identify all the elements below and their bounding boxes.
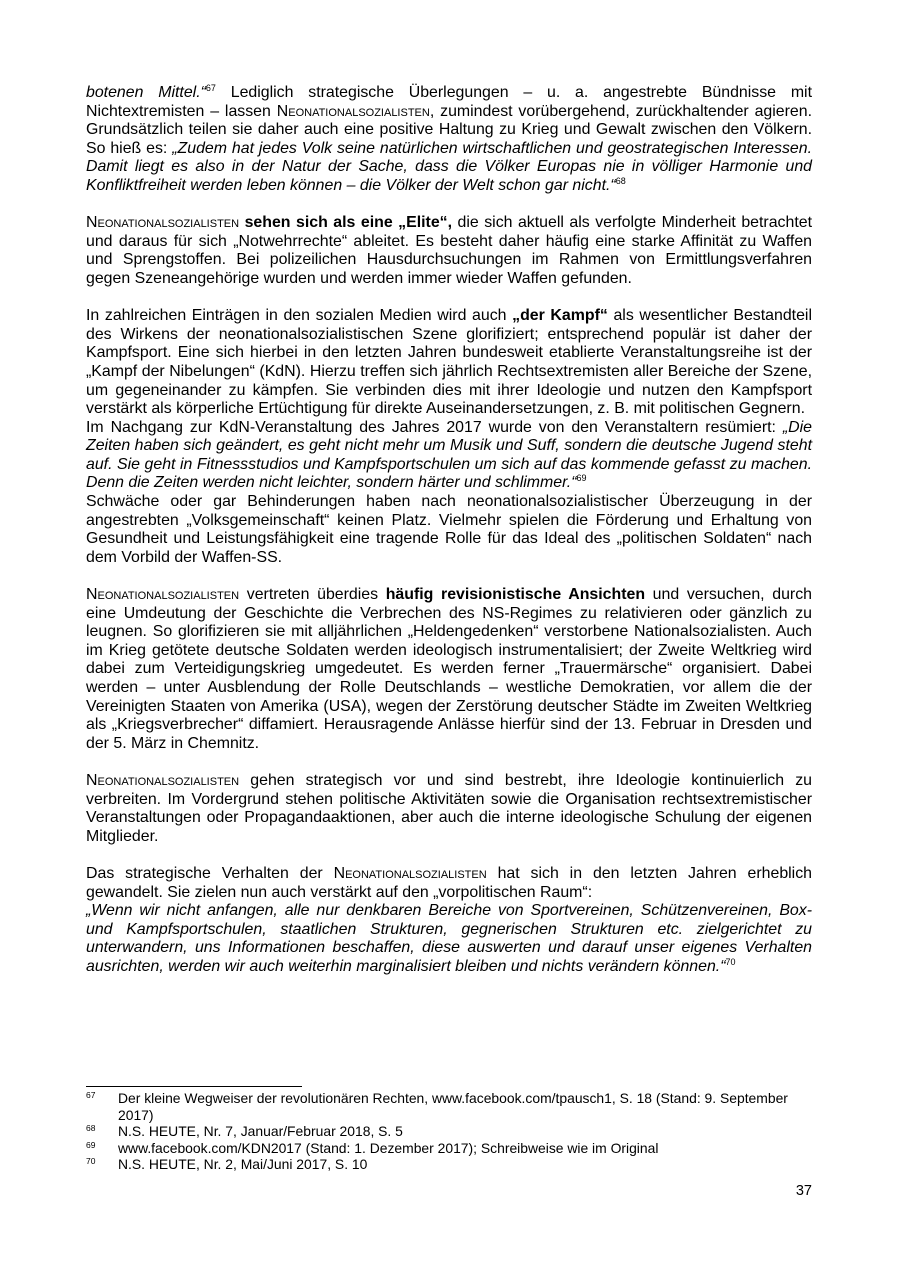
footnote-number: 70 bbox=[86, 1156, 96, 1167]
footnote-text: N.S. HEUTE, Nr. 7, Januar/Februar 2018, S. 5 bbox=[118, 1123, 403, 1140]
paragraph: Im Nachgang zur KdN-Veranstaltung des Jahres 2017 wurde von den Veranstaltern resümiert: „Die Zeiten haben sich geändert, es geht nicht mehr um Musik und Suff, sondern die deutsche Jugend steht auf. Sie geht in Fitnessstudios und Kampfsportschulen um sich auf das kommende gefasst zu machen. Denn die Zeiten werden nicht leichter, sondern härter und schlimmer.“$^{69}$ bbox=[86, 418, 812, 492]
footnote-item bbox=[86, 1156, 812, 1173]
paragraph: Neonationalsozialisten sehen sich als eine „Elite“, die sich aktuell als verfolgte Minderheit betrachtet und daraus für sich „Notwehrrechte“ ableitet. Es besteht daher häufig eine starke Affinität zu Waffen und Sprengstoffen. Bei polizeilichen Hausdurchsuchungen im Rahmen von Ermittlungsverfahren gegen Szeneangehörige wurden und werden immer wieder Waffen gefunden. bbox=[86, 214, 812, 287]
footnote-ref[interactable]: 67 bbox=[205, 83, 216, 93]
footnote-divider bbox=[86, 1086, 302, 1087]
footnote-text: www.facebook.com/KDN2017 (Stand: 1. Dezember 2017); Schreibweise wie im Original bbox=[118, 1139, 659, 1156]
footnote-number: 67 bbox=[86, 1090, 96, 1100]
paragraph: Neonationalsozialisten gehen strategisch vor und sind bestrebt, ihre Ideologie kontinuierlich zu verbreiten. Im Vordergrund stehen politische Aktivitäten sowie die Organisation rechtsextremistischer Veranstaltungen oder Propagandaaktionen, aber auch die interne ideologische Schulung der eigenen Mitglieder. bbox=[86, 771, 812, 845]
footnote-item bbox=[86, 1140, 812, 1157]
document-body bbox=[86, 84, 812, 995]
paragraph: In zahlreichen Einträgen in den sozialen Medien wird auch „der Kampf“ als wesentlicher Bestandteil des Wirkens der neonationalsozialistischen Szene glorifiziert; entsprechend populär ist daher der Kampfsport. Eine sich hierbei in den letzten Jahren bundesweit etablierte Veranstaltungsreihe ist der „Kampf der Nibelungen“ (KdN). Hierzu treffen sich jährlich Rechtsextremisten aller Bereiche der Szene, um gegeneinander zu kämpfen. Sie verbinden dies mit ihrer Ideologie und nutzen den Kampfsport verstärkt als körperliche Ertüchtigung für direkte Auseinandersetzungen, z. B. mit politischen Gegnern. bbox=[86, 307, 812, 418]
paragraph: Das strategische Verhalten der Neonationalsozialisten hat sich in den letzten Jahren erheblich gewandelt. Sie zielen nun auch verstärkt auf den „vorpolitischen Raum“: bbox=[86, 864, 812, 901]
block-quote: „Wenn wir nicht anfangen, alle nur denkbaren Bereiche von Sportvereinen, Schützenvereinen, Box- und Kampfsportschulen, staatlichen Strukturen, gegnerischen Strukturen etc. zielgerichtet zu unterwandern, uns Informationen beschaffen, diese auswerten und darauf unser eigenes Verhalten ausrichten, werden wir auch weiterhin marginalisiert bleiben und nichts verändern können.“$^{70}$ bbox=[86, 902, 812, 975]
footnote-ref[interactable]: 69 bbox=[576, 473, 587, 484]
footnote-ref[interactable]: 68 bbox=[615, 175, 626, 186]
footnote-item bbox=[86, 1090, 812, 1123]
paragraph: Schwäche oder gar Behinderungen haben nach neonationalsozialistischer Überzeugung in der angestrebten „Volksgemeinschaft“ keinen Platz. Vielmehr spielen die Förderung und Erhaltung von Gesundheit und Leistungsfähigkeit eine tragende Rolle für das Ideal des „politischen Soldaten“ nach dem Vorbild der Waffen-SS. bbox=[86, 493, 812, 566]
footnote-ref[interactable]: 70 bbox=[725, 956, 736, 967]
paragraph: Neonationalsozialisten vertreten überdies häufig revisionistische Ansichten und versuchen, durch eine Umdeutung der Geschichte die Verbrechen des NS-Regimes zu relativieren oder gänzlich zu leugnen. So glorifizieren sie mit alljährlichen „Heldengedenken“ verstorbene Nationalsozialisten. Auch im Krieg getötete deutsche Soldaten werden ideologisch instrumentalisiert; der Zweite Weltkrieg wird dabei zum Verteidigungskrieg umgedeutet. Es werden ferner „Trauermärsche“ organisiert. Dabei werden – unter Ausblendung der Rolle Deutschlands – westliche Demokratien, vor allem die der Vereinigten Staaten von Amerika (USA), wegen der Zerstörung deutscher Städte im Zweiten Weltkrieg als „Kriegsverbrecher“ diffamiert. Herausragende Anlässe hierfür sind der 13. Februar in Dresden und der 5. März in Chemnitz. bbox=[86, 586, 812, 752]
footnote-text: Der kleine Wegweiser der revolutionären Rechten, www.facebook.com/tpausch1, S. 18 (Stand: 9. September 2017) bbox=[118, 1090, 788, 1123]
footnote-item bbox=[86, 1123, 812, 1140]
footnotes bbox=[86, 1086, 812, 1173]
footnote-text: N.S. HEUTE, Nr. 2, Mai/Juni 2017, S. 10 bbox=[118, 1156, 368, 1173]
page-number: 37 bbox=[795, 1183, 812, 1199]
footnote-number: 69 bbox=[86, 1139, 96, 1150]
footnote-number: 68 bbox=[86, 1123, 96, 1134]
paragraph: botenen Mittel.“$^{67}$ Lediglich strategische Überlegungen – u. a. angestrebte Bündnisse mit Nichtextremisten – lassen Neonationalsozialisten, zumindest vorübergehend, zurückhaltender agieren. Grundsätzlich teilen sie daher auch eine positive Haltung zu Krieg und Gewalt zwischen den Völkern. So hieß es: „Zudem hat jedes Volk seine natürlichen wirtschaftlichen und geostrategischen Interessen. Damit liegt es also in der Natur der Sache, dass die Völker Europas nie in völliger Harmonie und Konfliktfreiheit werden leben können – die Völker der Welt schon gar nicht.“$^{68}$ bbox=[86, 83, 813, 194]
